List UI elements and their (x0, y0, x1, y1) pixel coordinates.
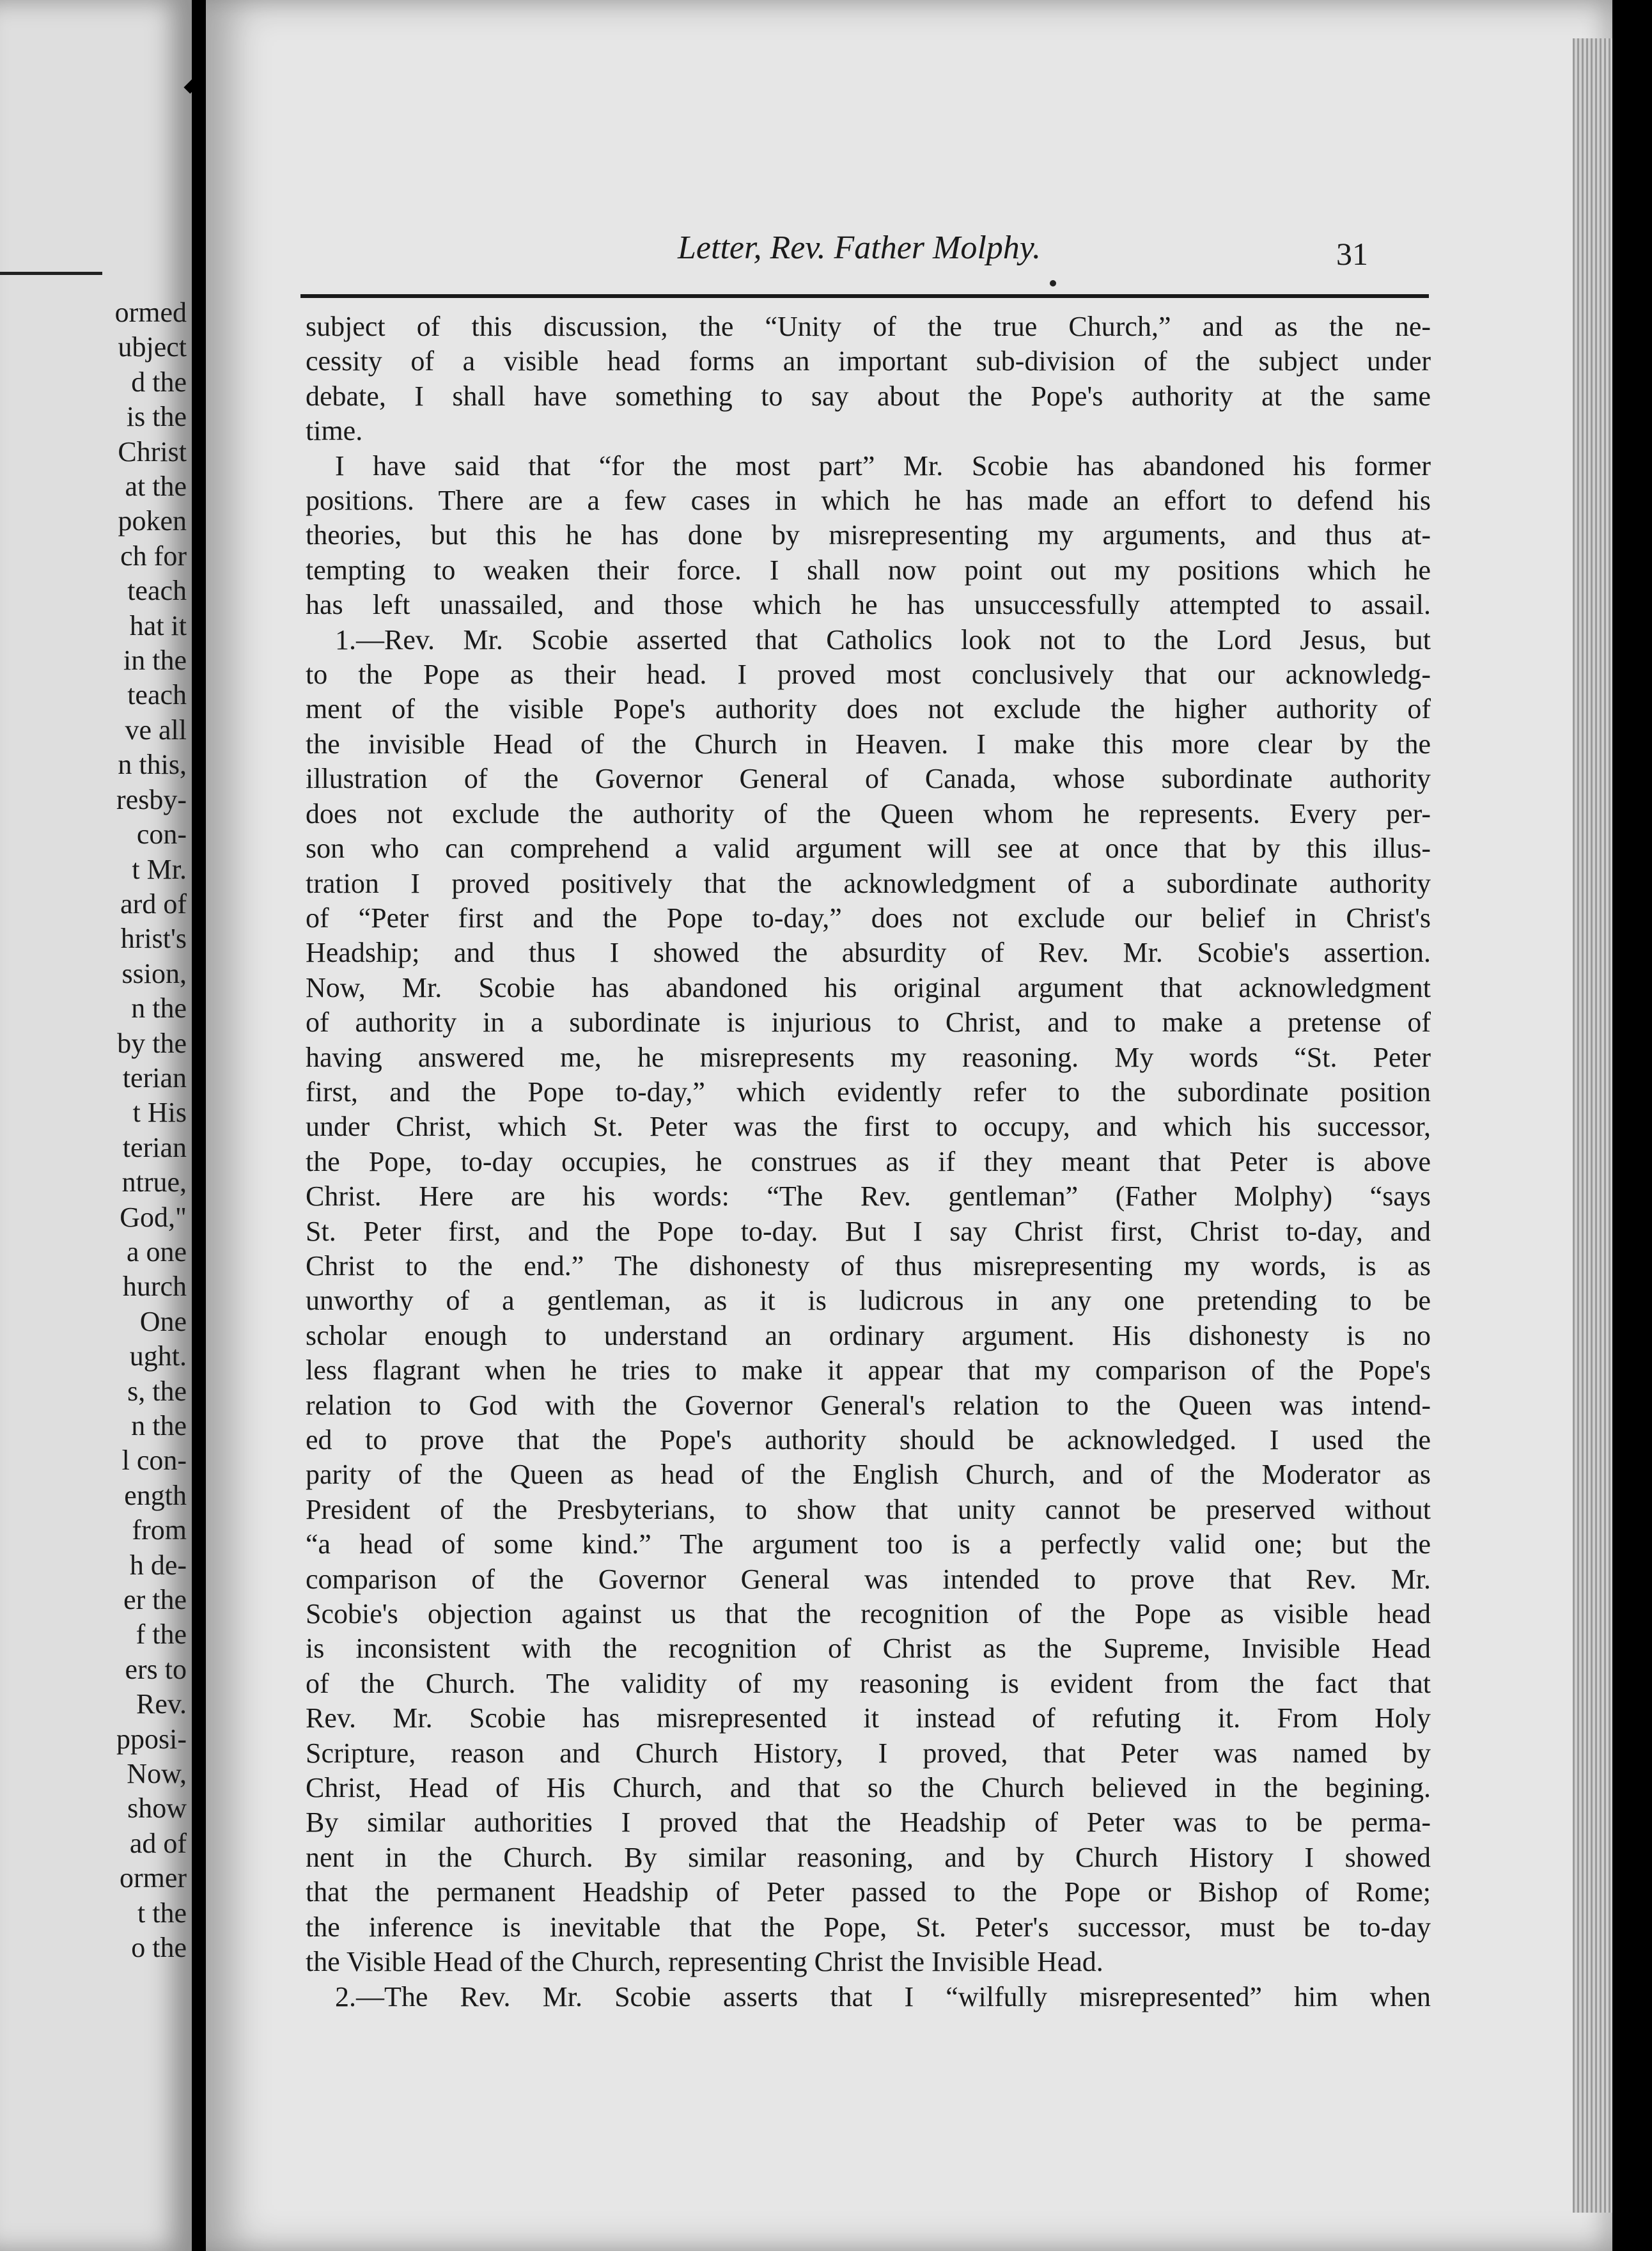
book-gutter (192, 0, 206, 2251)
text-line: debate, I shall have something to say about the Pope's authority at the same (306, 380, 1431, 412)
fragment-line: poken (118, 505, 187, 537)
text-line: theories, but this he has done by misrepresenting my arguments, and thus at- (306, 519, 1431, 551)
fragment-line: d the (131, 366, 187, 398)
text-line: scholar enough to understand an ordinary argument. His dishonesty is no (306, 1319, 1431, 1351)
text-line: to the Pope as their head. I proved most conclusively that our acknowledg- (306, 659, 1431, 691)
running-head: Letter, Rev. Father Molphy. (678, 230, 1041, 266)
fragment-line: Christ (118, 435, 187, 467)
text-line: the invisible Head of the Church in Heaven. I make this more clear by the (306, 728, 1431, 760)
body-text (306, 310, 1431, 2014)
fragment-line: ad of (129, 1827, 187, 1859)
text-line: unworthy of a gentleman, as it is ludicrous in any one pretending to be (306, 1285, 1431, 1317)
fragment-line: Now, (127, 1758, 187, 1790)
text-line: is inconsistent with the recognition of Christ as the Supreme, Invisible Head (306, 1633, 1431, 1665)
text-line: By similar authorities I proved that the Headship of Peter was to be perma- (306, 1807, 1431, 1839)
text-line: ed to prove that the Pope's authority should be acknowledged. I used the (306, 1424, 1431, 1455)
fragment-line: One (139, 1305, 187, 1337)
fragment-line: hat it (129, 609, 187, 641)
text-line: Rev. Mr. Scobie has misrepresented it instead of refuting it. From Holy (306, 1702, 1431, 1734)
text-line: Christ to the end.” The dishonesty of thus misrepresenting my words, is as (306, 1250, 1431, 1282)
fragment-line: God," (120, 1201, 187, 1233)
text-line: Now, Mr. Scobie has abandoned his original argument that acknowledgment (306, 971, 1431, 1003)
page-header (473, 224, 1381, 275)
fragment-line: a one (126, 1235, 187, 1267)
fragment-line: n the (131, 992, 187, 1024)
text-line: son who can comprehend a valid argument will see at once that by this illus- (306, 833, 1431, 865)
fragment-line: ormer (119, 1862, 187, 1894)
fragment-line: is the (126, 401, 187, 433)
text-line: does not exclude the authority of the Queen whom he represents. Every per- (306, 797, 1431, 829)
text-line: subject of this discussion, the “Unity of the true Church,” and as the ne- (306, 311, 1431, 342)
fragment-line: l con- (121, 1445, 187, 1477)
fragment-line: h de- (129, 1549, 187, 1581)
previous-page-header-rule (0, 272, 102, 275)
text-line: relation to God with the Governor General's relation to the Queen was intend- (306, 1389, 1431, 1421)
fragment-line: n the (131, 1410, 187, 1441)
text-line: “a head of some kind.” The argument too is a perfectly valid one; but the (306, 1528, 1431, 1560)
text-line: first, and the Pope to-day,” which evidently refer to the subordinate position (306, 1076, 1431, 1108)
fragment-line: teach (127, 679, 187, 711)
text-line: cessity of a visible head forms an important sub-division of the subject under (306, 345, 1431, 377)
text-line: the Visible Head of the Church, representing Christ the Invisible Head. (306, 1946, 1103, 1978)
text-line: the Pope, to-day occupies, he construes as if they meant that Peter is above (306, 1145, 1431, 1177)
text-line: Christ, Head of His Church, and that so the Church believed in the begining. (306, 1772, 1431, 1804)
text-line: less flagrant when he tries to make it appear that my comparison of the Pope's (306, 1354, 1431, 1386)
fragment-line: from (132, 1514, 187, 1546)
fragment-line: teach (127, 575, 187, 607)
fragment-line: ssion, (121, 957, 187, 989)
paragraph-first-line: I have said that “for the most part” Mr. Scobie has abandoned his former (335, 450, 1431, 482)
text-line: of the Church. The validity of my reasoning is evident from the fact that (306, 1667, 1431, 1699)
fragment-line: resby- (116, 783, 187, 815)
fragment-line: ch for (120, 540, 187, 572)
paragraph-first-line: 2.—The Rev. Mr. Scobie asserts that I “wilfully misrepresented” him when (335, 1980, 1431, 2012)
text-line: having answered me, he misrepresents my reasoning. My words “St. Peter (306, 1041, 1431, 1073)
fragment-line: hurch (122, 1271, 187, 1303)
fragment-line: f the (136, 1619, 187, 1651)
fragment-line: t His (132, 1097, 187, 1129)
fragment-line: ntrue, (121, 1166, 187, 1198)
text-line: of “Peter first and the Pope to-day,” does not exclude our belief in Christ's (306, 902, 1431, 934)
header-dot-mark (1050, 280, 1056, 286)
fragment-line: pposi- (116, 1723, 187, 1755)
text-line: time. (306, 415, 363, 447)
text-line: St. Peter first, and the Pope to-day. But I say Christ first, Christ to-day, and (306, 1215, 1431, 1247)
text-line: Christ. Here are his words: “The Rev. gentleman” (Father Molphy) “says (306, 1180, 1431, 1212)
fragment-line: ers to (125, 1653, 187, 1685)
fragment-line: ength (124, 1479, 187, 1511)
text-line: Scobie's objection against us that the recognition of the Pope as visible head (306, 1598, 1431, 1630)
fragment-line: o the (131, 1932, 187, 1964)
fragment-line: er the (123, 1584, 187, 1616)
fragment-line: n this, (118, 749, 187, 781)
text-line: under Christ, which St. Peter was the first to occupy, and which his successor, (306, 1111, 1431, 1143)
text-line: nent in the Church. By similar reasoning, and by Church History I showed (306, 1841, 1431, 1873)
text-line: President of the Presbyterians, to show that unity cannot be preserved without (306, 1493, 1431, 1525)
text-line: has left unassailed, and those which he has unsuccessfully attempted to assail. (306, 589, 1431, 621)
text-line: Headship; and thus I showed the absurdity of Rev. Mr. Scobie's assertion. (306, 937, 1431, 969)
previous-page-text-column (20, 295, 187, 1966)
fragment-line: in the (123, 645, 187, 677)
page-number: 31 (1336, 236, 1368, 272)
fragment-line: ve all (125, 714, 187, 746)
text-line: Scripture, reason and Church History, I proved, that Peter was named by (306, 1737, 1431, 1769)
paragraph-first-line: 1.—Rev. Mr. Scobie asserted that Catholics look not to the Lord Jesus, but (335, 624, 1431, 655)
page-stack-edge (1573, 38, 1612, 2213)
text-line: tration I proved positively that the acknowledgment of a subordinate authority (306, 867, 1431, 899)
fragment-line: at the (125, 471, 187, 503)
fragment-line: show (127, 1792, 187, 1824)
fragment-line: ard of (120, 888, 187, 920)
text-line: the inference is inevitable that the Pope, St. Peter's successor, must be to-day (306, 1911, 1431, 1943)
text-line: ment of the visible Pope's authority does not exclude the higher authority of (306, 693, 1431, 725)
fragment-line: by the (117, 1027, 187, 1059)
text-line: that the permanent Headship of Peter passed to the Pope or Bishop of Rome; (306, 1876, 1431, 1908)
fragment-line: hrist's (120, 923, 187, 955)
fragment-line: t Mr. (132, 853, 187, 885)
text-line: tempting to weaken their force. I shall now point out my positions which he (306, 554, 1431, 586)
fragment-line: ught. (129, 1340, 187, 1372)
fragment-line: Rev. (136, 1688, 187, 1720)
fragment-line: terian (122, 1131, 187, 1163)
fragment-line: ubject (118, 331, 187, 363)
previous-page-fragment (0, 0, 192, 2251)
text-line: of authority in a subordinate is injurious to Christ, and to make a pretense of (306, 1007, 1431, 1039)
text-line: illustration of the Governor General of Canada, whose subordinate authority (306, 763, 1431, 795)
fragment-line: s, the (127, 1375, 187, 1407)
text-line: comparison of the Governor General was intended to prove that Rev. Mr. (306, 1563, 1431, 1595)
fragment-line: ormed (114, 297, 187, 328)
text-line: parity of the Queen as head of the English Church, and of the Moderator as (306, 1459, 1431, 1491)
fragment-line: t the (137, 1897, 187, 1929)
text-line: positions. There are a few cases in which he has made an effort to defend his (306, 485, 1431, 517)
fragment-line: con- (136, 819, 187, 851)
header-rule (300, 294, 1429, 298)
fragment-line: terian (122, 1062, 187, 1094)
